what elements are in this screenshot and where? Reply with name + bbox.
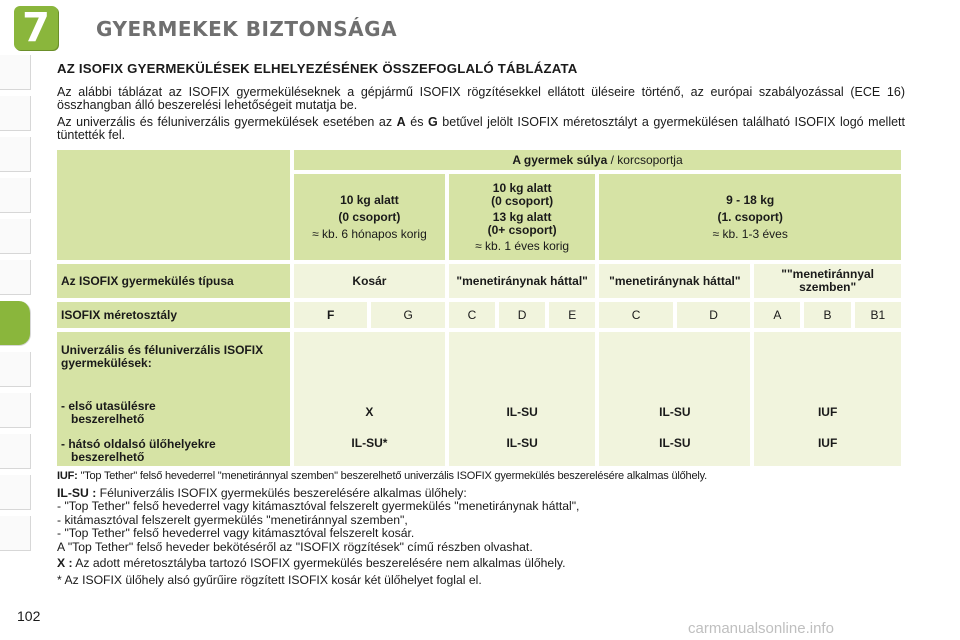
note-x — [57, 557, 905, 571]
size-letter-a: A — [396, 115, 406, 129]
intro-text: Az univerzális és féluniverzális gyermekülések esetében az — [57, 115, 397, 129]
front-seat-label-2: beszerelhető — [71, 412, 145, 426]
note-star: * Az ISOFIX ülőhely alsó gyűrűire rögzített ISOFIX kosár két ülőhelyet foglal el. — [57, 572, 482, 587]
size-cell: E — [549, 302, 595, 328]
page-number: 102 — [17, 608, 41, 624]
group-1-age: ≈ kb. 1 éves korig — [475, 238, 570, 253]
group-2-weight: 9 - 18 kg — [726, 192, 775, 207]
type-cell: "menetiránynak háttal" — [599, 264, 750, 298]
weight-header — [294, 150, 901, 170]
chapter-number: 7 — [14, 6, 58, 50]
page-header — [0, 0, 960, 51]
note-ilsu-item: - "Top Tether" felső hevederrel vagy kitámasztóval felszerelt kosár. — [57, 526, 415, 540]
rear-value: IL-SU* — [351, 436, 388, 450]
front-value: X — [365, 405, 374, 419]
group-0plus-cell — [449, 174, 596, 260]
usage-cell — [754, 332, 901, 466]
size-cell: B1 — [855, 302, 901, 328]
side-tab — [0, 393, 31, 428]
size-cell: D — [677, 302, 750, 328]
side-tab-active — [0, 301, 31, 346]
type-cell: "menetiránynak háttal" — [449, 264, 596, 298]
size-cell: C — [599, 302, 672, 328]
note-text: Az adott méretosztályba tartozó ISOFIX gyermekülés beszerelésére nem alkalmas ülőhely. — [72, 556, 566, 570]
intro-text: betűvel jelölt ISOFIX méretosztályt a gyermekülésen található ISOFIX logó mellett tüntették fel. — [57, 115, 905, 142]
side-tab — [0, 475, 31, 510]
front-value: IUF — [817, 405, 838, 419]
size-cell: D — [499, 302, 545, 328]
type-cell: Kosár — [294, 264, 445, 298]
size-cell: A — [754, 302, 800, 328]
side-tab — [0, 219, 31, 254]
size-cell: C — [449, 302, 495, 328]
group-0-name: (0 csoport) — [338, 209, 401, 224]
size-cell: G — [371, 302, 444, 328]
usage-cell — [449, 332, 596, 466]
group-0-age: ≈ kb. 6 hónapos korig — [312, 226, 427, 241]
weight-header-rest: / korcsoportja — [607, 152, 683, 167]
side-tab — [0, 96, 31, 131]
group-1-weight-2: 13 kg alatt — [492, 209, 552, 224]
note-iuf — [57, 470, 905, 484]
legend-notes — [57, 470, 905, 587]
rear-value: IUF — [817, 436, 838, 450]
watermark: carmanualsonline.info — [688, 620, 834, 637]
usage-cell — [294, 332, 445, 466]
rear-value: IL-SU — [506, 436, 538, 450]
rear-value: IL-SU — [659, 436, 691, 450]
note-ilsu-ref: A "Top Tether" felső heveder bekötéséről az "ISOFIX rögzítések" című részben olvashat. — [57, 539, 533, 554]
group-0-cell — [294, 174, 445, 260]
type-label: Az ISOFIX gyermekülés típusa — [57, 264, 290, 298]
side-tab — [0, 55, 31, 90]
weight-header-bold: A gyermek súlya — [512, 152, 608, 167]
chapter-title: GYERMEKEK BIZTONSÁGA — [96, 17, 398, 41]
table-corner — [57, 150, 290, 260]
note-key: IUF: — [57, 470, 78, 482]
note-key: X : — [57, 556, 73, 570]
group-1-weight: 10 kg alatt — [492, 180, 552, 195]
intro-paragraph-1: Az alábbi táblázat az ISOFIX gyermeküléseknek a gépjármű ISOFIX rögzítésekkel ellátott üléseire történő, az európai szabályozással (ECE 16) összhangban álló beszerelési lehetőségeit mutatja be. — [57, 85, 905, 112]
size-cell: F — [294, 302, 367, 328]
group-0-weight: 10 kg alatt — [340, 192, 399, 207]
note-text: "Top Tether" felső hevederrel "menetiránnyal szemben" beszerelhető univerzális ISOFIX gyermekülés beszerelésére alkalmas ülőhely. — [77, 470, 707, 482]
group-1-name: (0 csoport) — [491, 193, 554, 208]
size-cell: B — [804, 302, 850, 328]
side-tab — [0, 178, 31, 213]
group-2-name: (1. csoport) — [717, 209, 783, 224]
side-tabs — [0, 55, 34, 557]
rear-seat-label-2: beszerelhető — [71, 450, 145, 464]
intro-paragraph-2 — [57, 116, 905, 142]
section-title: AZ ISOFIX GYERMEKÜLÉSEK ELHELYEZÉSÉNEK ÖSSZEFOGLALÓ TÁBLÁZATA — [57, 61, 578, 76]
side-tab — [0, 516, 31, 551]
note-ilsu-item: - kitámasztóval felszerelt gyermekülés "menetiránnyal szemben", — [57, 512, 408, 527]
isofix-table — [53, 146, 905, 470]
type-cell: ""menetiránnyal szemben" — [754, 264, 901, 298]
usage-label-cell — [57, 332, 290, 466]
side-tab — [0, 137, 31, 172]
size-letter-g: G — [428, 115, 438, 129]
page-content — [57, 61, 905, 587]
note-ilsu — [57, 487, 905, 501]
size-label: ISOFIX méretosztály — [57, 302, 290, 328]
front-value: IL-SU — [659, 405, 691, 419]
front-value: IL-SU — [506, 405, 538, 419]
side-tab — [0, 434, 31, 469]
side-tab — [0, 352, 31, 387]
intro-text: és — [405, 115, 429, 129]
usage-cell — [599, 332, 750, 466]
note-text: Féluniverzális ISOFIX gyermekülés beszerelésére alkalmas ülőhely: — [96, 485, 467, 500]
group-2-age: ≈ kb. 1-3 éves — [712, 226, 788, 241]
group-1-cell — [599, 174, 901, 260]
side-tab — [0, 260, 31, 295]
rear-seat-label: - hátsó oldalsó ülőhelyekre — [61, 437, 216, 451]
group-1-name-2: (0+ csoport) — [487, 222, 557, 237]
note-ilsu-item: - "Top Tether" felső hevederrel vagy kitámasztóval felszerelt gyermekülés "menetiránynak háttal", — [57, 499, 580, 513]
front-seat-label: - első utasülésre — [61, 399, 156, 413]
note-key: IL-SU : — [57, 485, 97, 500]
universal-label: Univerzális és féluniverzális ISOFIX gyermekülések: — [61, 343, 264, 370]
